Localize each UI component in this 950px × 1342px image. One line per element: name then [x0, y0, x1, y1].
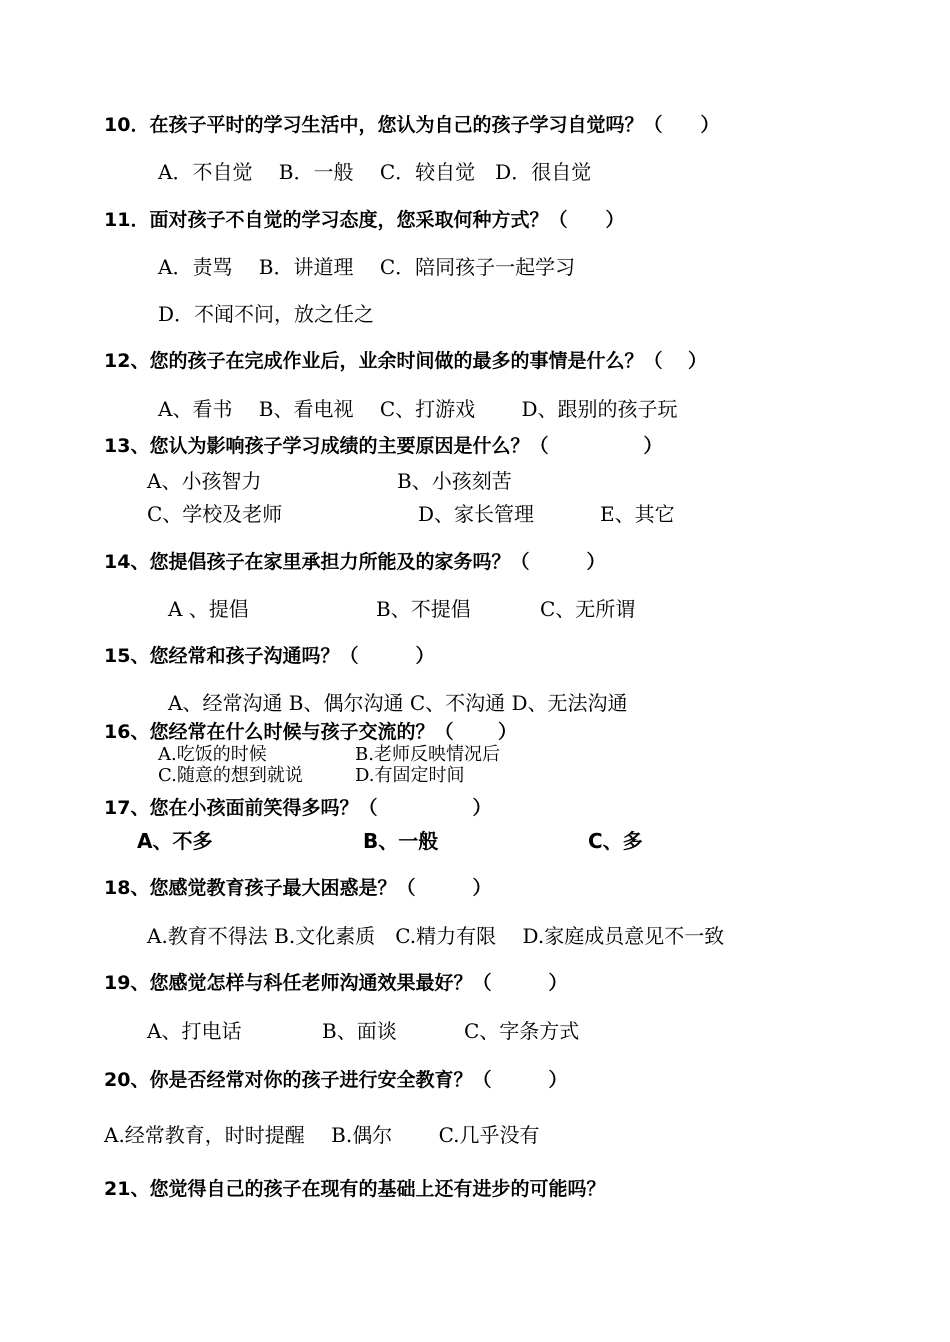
- question-16-option-c: C.随意的想到就说: [158, 765, 303, 786]
- question-13-option-e: E、其它: [600, 502, 675, 526]
- question-17-option-c: C、多: [588, 829, 643, 853]
- question-14-option-a: A 、提倡: [168, 597, 249, 621]
- question-20-options: A.经常教育，时时提醒 B.偶尔 C.几乎没有: [104, 1123, 540, 1147]
- question-11-options: A．责骂 B．讲道理 C．陪同孩子一起学习: [158, 255, 576, 279]
- question-16-option-a: A.吃饭的时候: [158, 744, 267, 765]
- question-13-option-b: B、小孩刻苦: [397, 469, 512, 493]
- question-10: 10．在孩子平时的学习生活中，您认为自己的孩子学习自觉吗？（ ）: [104, 114, 720, 136]
- question-15: 15、您经常和孩子沟通吗？（ ）: [104, 645, 435, 667]
- question-14-option-c: C、无所谓: [540, 597, 636, 621]
- question-18-options: A.教育不得法 B.文化素质 C.精力有限 D.家庭成员意见不一致: [147, 924, 725, 948]
- question-11-options-2: D．不闻不问，放之任之: [158, 302, 375, 326]
- question-14: 14、您提倡孩子在家里承担力所能及的家务吗？（ ）: [104, 551, 606, 573]
- question-12-options: A、看书 B、看电视 C、打游戏 D、跟别的孩子玩: [158, 397, 678, 421]
- question-17: 17、您在小孩面前笑得多吗？（ ）: [104, 797, 492, 819]
- question-13: 13、您认为影响孩子学习成绩的主要原因是什么？（ ）: [104, 435, 663, 457]
- question-13-option-c: C、学校及老师: [147, 502, 283, 526]
- question-11: 11．面对孩子不自觉的学习态度，您采取何种方式？（ ）: [104, 209, 625, 231]
- question-16-option-b: B.老师反映情况后: [355, 744, 500, 765]
- question-16: 16、您经常在什么时候与孩子交流的？（ ）: [104, 721, 518, 743]
- question-17-option-b: B、一般: [363, 829, 439, 853]
- question-16-option-d: D.有固定时间: [355, 765, 465, 786]
- question-19-option-b: B、面谈: [322, 1019, 397, 1043]
- question-20: 20、你是否经常对你的孩子进行安全教育？（ ）: [104, 1069, 568, 1091]
- question-21: 21、您觉得自己的孩子在现有的基础上还有进步的可能吗？: [104, 1178, 606, 1200]
- question-19-option-a: A、打电话: [147, 1019, 242, 1043]
- question-12: 12、您的孩子在完成作业后，业余时间做的最多的事情是什么？（ ）: [104, 350, 708, 372]
- question-18: 18、您感觉教育孩子最大困惑是？（ ）: [104, 877, 492, 899]
- question-14-option-b: B、不提倡: [376, 597, 471, 621]
- question-13-option-a: A、小孩智力: [147, 469, 262, 493]
- question-10-options: A．不自觉 B．一般 C．较自觉 D．很自觉: [158, 160, 592, 184]
- question-17-option-a: A、不多: [137, 829, 213, 853]
- question-19: 19、您感觉怎样与科任老师沟通效果最好？（ ）: [104, 972, 568, 994]
- question-15-options: A、经常沟通 B、偶尔沟通 C、不沟通 D、无法沟通: [168, 691, 628, 715]
- question-13-option-d: D、家长管理: [418, 502, 535, 526]
- question-19-option-c: C、字条方式: [464, 1019, 580, 1043]
